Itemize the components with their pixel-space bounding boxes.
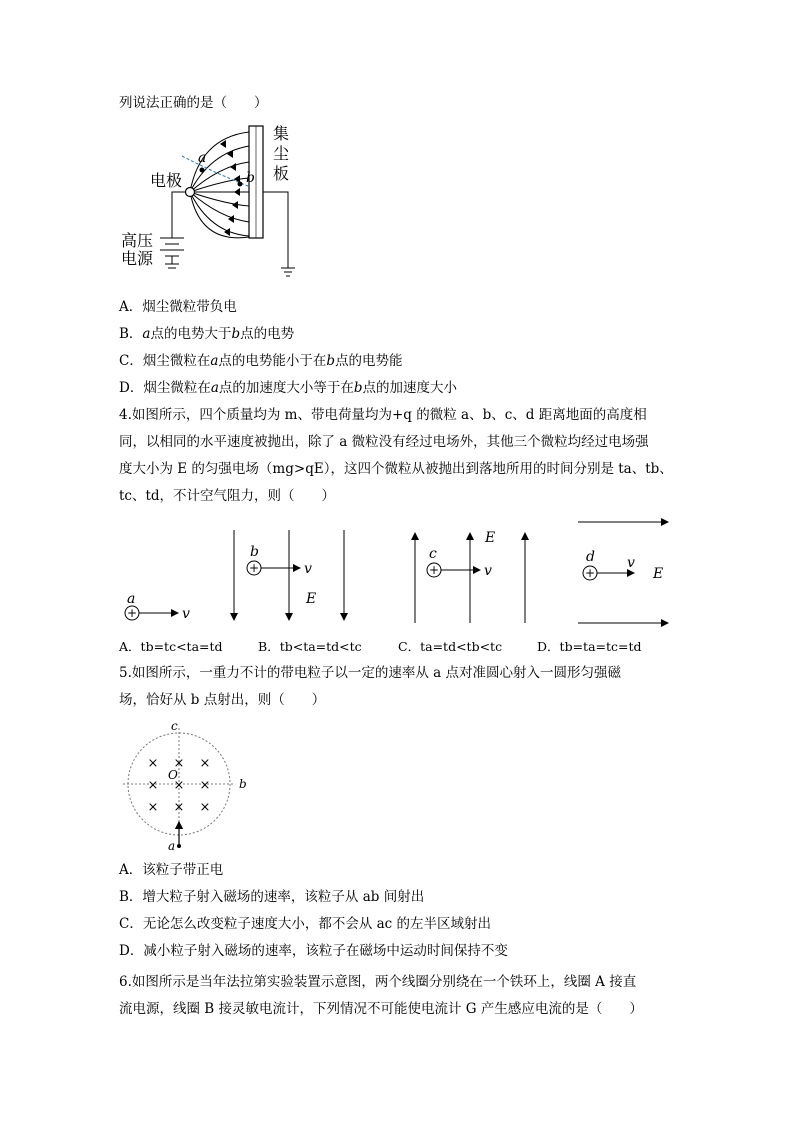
q4-stem-1: 4.如图所示，四个质量均为 m、带电荷量均为+q 的微粒 a、b、c、d 距离地面的高度相 — [119, 407, 647, 423]
collector-label-1: 集 — [273, 124, 290, 143]
svg-text:c: c — [429, 546, 437, 562]
q5-option-c: C．无论怎么改变粒子速度大小，都不会从 ac 的左半区域射出 — [119, 916, 492, 932]
cross-marks — [148, 756, 211, 815]
svg-text:×: × — [199, 756, 211, 771]
q3-stem-tail: 列说法正确的是（ ） — [119, 95, 268, 111]
collector-label-2: 尘 — [273, 144, 290, 163]
q5-figure — [118, 718, 258, 856]
q6-stem-1: 6.如图所示是当年法拉第实验装置示意图，两个线圈分别绕在一个铁环上，线圈 A 接直 — [119, 974, 637, 990]
svg-text:c: c — [171, 719, 178, 733]
q5-stem-1: 5.如图所示，一重力不计的带电粒子以一定的速率从 a 点对准圆心射入一圆形匀强磁 — [119, 665, 622, 681]
svg-text:a: a — [168, 839, 176, 853]
q5-option-b: B．增大粒子射入磁场的速率，该粒子从 ab 间射出 — [119, 889, 425, 905]
svg-text:E: E — [653, 566, 664, 582]
particle-d — [583, 549, 663, 582]
field-arrows — [220, 140, 240, 236]
q4-option-b: B．tb<ta=td<tc — [258, 639, 362, 654]
electrode-label: 电极 — [150, 171, 183, 190]
svg-text:v: v — [484, 563, 492, 579]
collector-label-3: 板 — [273, 164, 290, 183]
svg-text:+: + — [428, 563, 440, 577]
svg-text:E: E — [306, 591, 317, 607]
svg-text:v: v — [304, 561, 312, 577]
q5-stem-2: 场，恰好从 b 点射出，则（ ） — [119, 692, 326, 708]
q6-stem-2: 流电源，线圈 B 接灵敏电流计，下列情况不可能使电流计 G 产生感应电流的是（ ） — [119, 1001, 643, 1017]
particle-c — [427, 530, 495, 579]
q3-option-d: D．烟尘微粒在a点的加速度大小等于在b点的加速度大小 — [119, 380, 458, 396]
q3-option-c: C．烟尘微粒在a点的电势能小于在b点的电势能 — [119, 353, 403, 369]
q5-option-d: D．减小粒子射入磁场的速率，该粒子在磁场中运动时间保持不变 — [119, 943, 508, 959]
electrode — [186, 188, 195, 197]
hv-label-1: 高压 — [121, 231, 154, 250]
q4-option-a: A．tb=tc<ta=td — [119, 639, 223, 654]
svg-text:O: O — [168, 768, 178, 782]
q4-option-d: D．tb=ta=tc=td — [537, 639, 642, 654]
q3-option-a: A．烟尘微粒带负电 — [119, 299, 237, 315]
svg-text:+: + — [584, 566, 596, 580]
svg-text:×: × — [173, 756, 185, 771]
svg-text:+: + — [248, 561, 260, 575]
svg-text:×: × — [147, 778, 159, 793]
q4-stem-4: tc、td，不计空气阻力，则（ ） — [119, 488, 336, 504]
svg-text:v: v — [182, 606, 190, 622]
svg-text:b: b — [250, 544, 259, 560]
svg-text:E: E — [485, 530, 496, 546]
svg-text:b: b — [239, 777, 247, 791]
svg-text:v: v — [627, 555, 635, 571]
q5-option-a: A．该粒子带正电 — [119, 862, 224, 878]
svg-text:×: × — [199, 778, 211, 793]
q4-stem-2: 同，以相同的水平速度被抛出，除了 a 微粒没有经过电场外，其他三个微粒均经过电场强 — [119, 434, 649, 450]
q4-option-c: C．ta=td<tb<tc — [398, 639, 503, 654]
svg-text:d: d — [586, 549, 595, 565]
q3-option-b: B．a点的电势大于b点的电势 — [119, 326, 295, 342]
hv-label-2: 电源 — [121, 249, 154, 268]
particle-a — [125, 591, 190, 622]
svg-text:×: × — [147, 756, 159, 771]
svg-text:×: × — [199, 800, 211, 815]
svg-text:×: × — [173, 800, 185, 815]
q4-stem-3: 度大小为 E 的匀强电场（mg>qE），这四个微粒从被抛出到落地所用的时间分别是 ta、tb、 — [119, 461, 673, 477]
label-a: a — [198, 150, 207, 166]
label-b: b — [246, 170, 255, 186]
svg-text:×: × — [147, 800, 159, 815]
svg-text:+: + — [126, 606, 138, 620]
svg-text:a: a — [127, 591, 136, 607]
q4-figure — [110, 515, 680, 630]
particle-b — [247, 544, 316, 607]
svg-text:×: × — [173, 778, 185, 793]
